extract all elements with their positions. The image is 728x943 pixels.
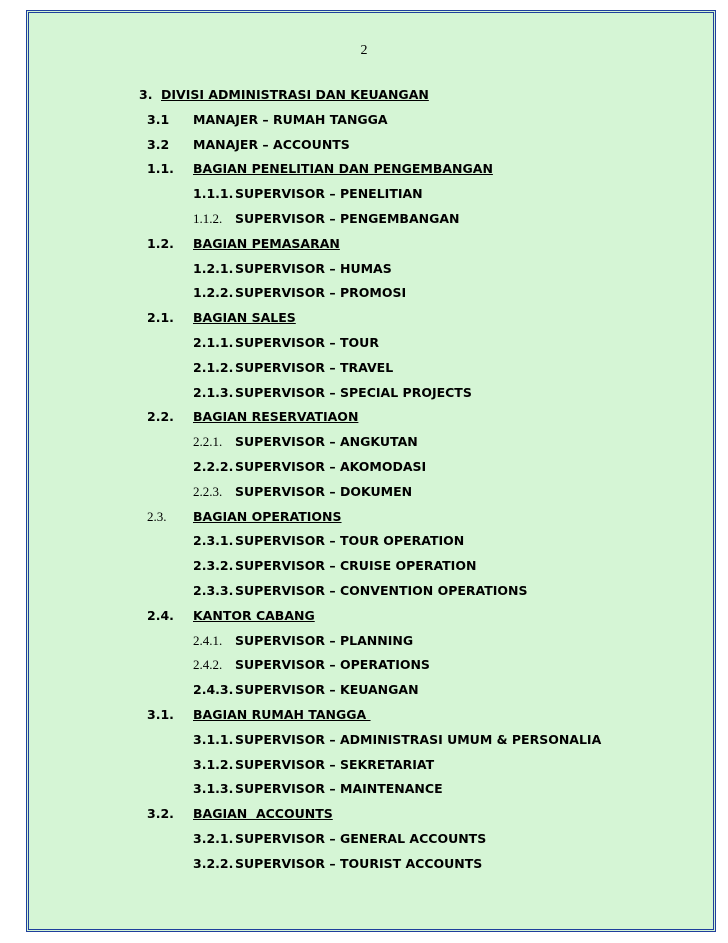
outline-item xyxy=(147,112,388,128)
outline-item-number: 2.4. xyxy=(147,607,174,623)
outline-item-text: SUPERVISOR – TOUR OPERATION xyxy=(235,533,465,549)
outline-item-text: SUPERVISOR – SEKRETARIAT xyxy=(235,756,435,772)
outline-item-number: 3.2.2. xyxy=(193,855,234,871)
outline-item xyxy=(147,707,371,723)
outline-item-number: 2.4.2. xyxy=(193,657,223,673)
outline-item xyxy=(193,682,419,698)
outline-item-text: BAGIAN ACCOUNTS xyxy=(193,806,333,822)
outline-item xyxy=(193,781,443,797)
outline-item-text: SUPERVISOR – SPECIAL PROJECTS xyxy=(235,384,472,400)
outline-item xyxy=(193,856,482,872)
outline-item-number: 3.2.1. xyxy=(193,831,234,846)
outline-item-text: MANAJER – ACCOUNTS xyxy=(193,136,350,152)
outline-item xyxy=(147,161,493,177)
outline-item-number: 2.1. xyxy=(147,310,174,326)
outline-item-number: 3.1 xyxy=(147,111,170,127)
outline-item-number: 2.1.1. xyxy=(193,335,234,350)
outline-item-text: KANTOR CABANG xyxy=(193,607,315,623)
outline-item xyxy=(147,806,333,822)
outline-item-text: SUPERVISOR – HUMAS xyxy=(235,260,392,276)
outline-item xyxy=(193,732,601,748)
outline-item-number: 2.3.2. xyxy=(193,558,234,574)
page-number: 2 xyxy=(360,43,368,58)
outline-item-number: 2.1.3. xyxy=(193,384,234,400)
outline-item xyxy=(193,459,426,475)
outline-item xyxy=(193,186,423,202)
outline-item xyxy=(193,434,418,450)
outline-item-number: 3.1. xyxy=(147,707,174,722)
outline-item-number: 2.4.3. xyxy=(193,682,234,698)
outline-item xyxy=(147,310,296,326)
outline-item-number: 1.1. xyxy=(147,161,174,177)
outline-item xyxy=(147,509,342,525)
outline-item-number: 1.2.1. xyxy=(193,260,234,276)
outline-item-text: BAGIAN RUMAH TANGGA xyxy=(193,707,371,722)
outline-item-number: 1.2. xyxy=(147,235,174,251)
outline-item xyxy=(139,87,429,103)
outline-item-text: BAGIAN OPERATIONS xyxy=(193,508,342,524)
outline-item xyxy=(193,633,413,649)
outline-item-number: 2.2.2. xyxy=(193,459,234,474)
outline-item-number: 2.2.3. xyxy=(193,483,223,499)
outline-item xyxy=(193,211,459,227)
outline-item-text: MANAJER – RUMAH TANGGA xyxy=(193,111,388,127)
outline-item xyxy=(193,285,406,301)
outline-item-number: 1.2.2. xyxy=(193,285,234,301)
outline-item xyxy=(147,608,315,624)
outline-item-number: 1.1.2. xyxy=(193,211,223,226)
outline-item-number: 2.3. xyxy=(147,508,167,524)
outline-item xyxy=(147,137,350,153)
outline-item-text: SUPERVISOR – PENGEMBANGAN xyxy=(235,211,460,226)
outline-item xyxy=(147,409,358,425)
outline-item xyxy=(193,385,472,401)
outline-item-text: SUPERVISOR – CONVENTION OPERATIONS xyxy=(235,583,528,598)
outline-item xyxy=(147,236,340,252)
outline-item-text: SUPERVISOR – CRUISE OPERATION xyxy=(235,558,477,574)
outline-item-text: SUPERVISOR – ANGKUTAN xyxy=(235,434,418,450)
outline-item-number: 2.2.1. xyxy=(193,434,223,450)
outline-item-text: BAGIAN RESERVATIAON xyxy=(193,409,359,425)
outline-item xyxy=(193,558,476,574)
outline-item xyxy=(193,360,393,376)
outline-item-text: SUPERVISOR – TOUR xyxy=(235,335,379,350)
outline-item-number: 2.4.1. xyxy=(193,632,223,648)
outline-item-text: SUPERVISOR – PLANNING xyxy=(235,632,414,648)
outline-item xyxy=(193,533,464,549)
outline-item xyxy=(193,335,379,351)
outline-item xyxy=(193,484,412,500)
outline-item xyxy=(193,757,434,773)
outline-item xyxy=(193,583,528,599)
outline-item-text: SUPERVISOR – TRAVEL xyxy=(235,359,394,375)
outline-item-text: SUPERVISOR – PENELITIAN xyxy=(235,186,423,202)
outline-item-number: 2.2. xyxy=(147,409,174,425)
outline-item xyxy=(193,261,392,277)
outline-item-number: 3.1.1. xyxy=(193,731,234,747)
outline-item-text: SUPERVISOR – AKOMODASI xyxy=(235,459,427,474)
outline-item-text: SUPERVISOR – PROMOSI xyxy=(235,285,407,301)
outline-item-number: 3.1.2. xyxy=(193,756,234,772)
outline-item-text: DIVISI ADMINISTRASI DAN KEUANGAN xyxy=(161,87,429,102)
outline-item-number: 2.3.1. xyxy=(193,533,234,549)
outline-item-text: BAGIAN SALES xyxy=(193,310,296,326)
outline-item-number: 3. xyxy=(139,87,153,102)
outline-item-number: 2.3.3. xyxy=(193,583,234,598)
outline-item-text: SUPERVISOR – KEUANGAN xyxy=(235,682,419,698)
outline-item-text: BAGIAN PEMASARAN xyxy=(193,235,340,251)
outline-item-number: 1.1.1. xyxy=(193,186,234,202)
outline-item xyxy=(193,831,486,847)
outline-item xyxy=(193,657,430,673)
outline-item-text: SUPERVISOR – DOKUMEN xyxy=(235,483,413,499)
outline-item-number: 2.1.2. xyxy=(193,359,234,375)
outline-item-text: SUPERVISOR – OPERATIONS xyxy=(235,657,430,673)
outline-item-text: SUPERVISOR – GENERAL ACCOUNTS xyxy=(235,831,487,846)
outline-item-number: 3.1.3. xyxy=(193,781,234,797)
outline-item-text: SUPERVISOR – TOURIST ACCOUNTS xyxy=(235,855,483,871)
outline-item-text: SUPERVISOR – MAINTENANCE xyxy=(235,781,443,797)
outline-item-text: SUPERVISOR – ADMINISTRASI UMUM & PERSONALIA xyxy=(235,731,602,747)
outline-item-number: 3.2. xyxy=(147,806,174,822)
outline-item-number: 3.2 xyxy=(147,136,170,152)
outline-item-text: BAGIAN PENELITIAN DAN PENGEMBANGAN xyxy=(193,161,493,177)
